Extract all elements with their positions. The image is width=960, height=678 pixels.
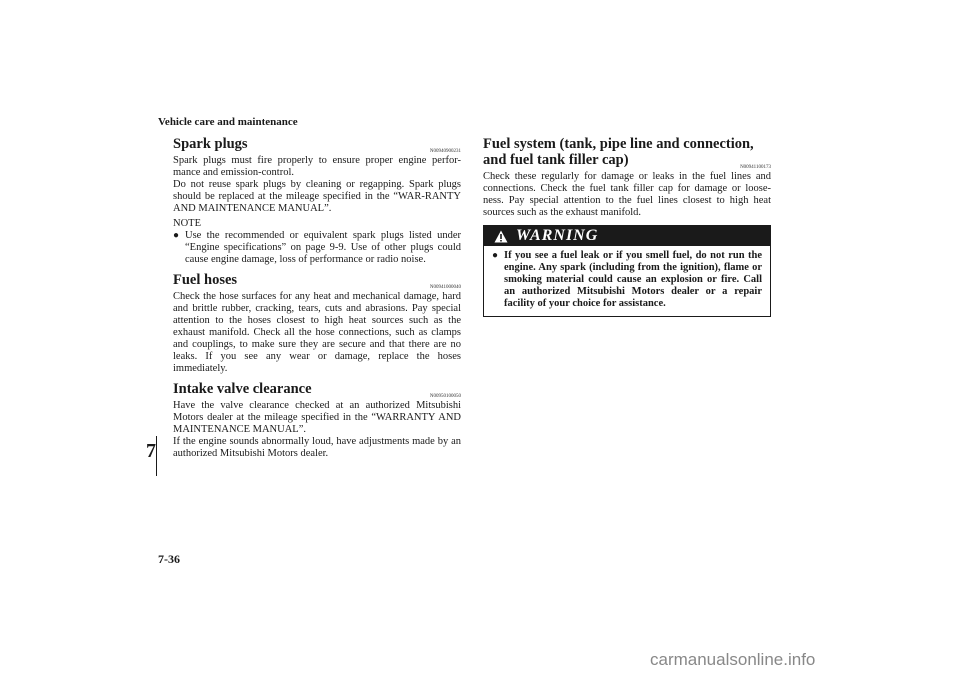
note-text: Use the recommended or equivalent spark plugs listed under “Engine specifications” on page 9-9. Use of other plugs could cause engine damage, loss of performance or radio noise.: [185, 230, 461, 265]
fuel-hoses-para1: Check the hose surfaces for any heat and mechanical damage, hard and brittle rubber, cracking, tears, cuts and abrasions. Pay special attention to the hoses closest to high heat sources such as the exhaust manifold. Check all the hose connections, such as clamps and couplings, to make sure they are secure and that there are no leaks. If you see any wear or damage, replace the hoses immediately.: [173, 291, 461, 374]
fuel-hoses-code: N00941000040: [429, 285, 461, 290]
note-item: [173, 230, 461, 266]
intake-valve-section: [173, 381, 461, 460]
bullet-icon: ●: [492, 250, 499, 261]
left-column: [173, 136, 461, 466]
page-header: Vehicle care and maintenance: [158, 116, 298, 128]
intake-valve-para1: Have the valve clearance checked at an authorized Mitsubishi Motors dealer at the mileage specified in the “WARRANTY AND MAINTENANCE MANUAL”.: [173, 400, 461, 435]
fuel-system-section: [483, 136, 771, 219]
spark-plugs-para1: Spark plugs must fire properly to ensure proper engine perfor-mance and emission-control.: [173, 155, 461, 178]
page-number: 7-36: [158, 552, 180, 566]
warning-text: If you see a fuel leak or if you smell fuel, do not run the engine. Any spark (including from the ignition), flame or smoking material could cause an explosion or fire. Call an authorized Mitsubishi Motors dealer or a repair facility of your choice for assistance.: [504, 250, 762, 309]
warning-label: WARNING: [516, 227, 599, 244]
intake-valve-para2: If the engine sounds abnormally loud, have adjustments made by an authorized Mitsubishi Motors dealer.: [173, 436, 461, 459]
spark-plugs-section: [173, 136, 461, 266]
fuel-hoses-section: [173, 272, 461, 375]
fuel-system-heading: Fuel system (tank, pipe line and connection, and fuel tank filler cap): [483, 136, 754, 168]
watermark: carmanualsonline.info: [650, 650, 816, 669]
bullet-icon: ●: [173, 230, 180, 241]
right-column: [483, 136, 771, 317]
spark-plugs-code: N00940900231: [429, 149, 461, 154]
chapter-number: 7: [146, 440, 156, 462]
intake-valve-heading: Intake valve clearance: [173, 381, 312, 397]
fuel-system-code: N00941100173: [740, 165, 771, 170]
intake-valve-code: N00950100050: [429, 394, 461, 399]
warning-box: [483, 225, 771, 317]
spark-plugs-heading: Spark plugs: [173, 136, 248, 152]
warning-body: [484, 246, 770, 316]
fuel-system-para1: Check these regularly for damage or leaks in the fuel lines and connections. Check the fuel tank filler cap for damage or loose-ness. Pay special attention to the fuel lines closest to high heat sources such as the exhaust manifold.: [483, 171, 771, 218]
warning-title-bar: [484, 226, 770, 246]
note-label: NOTE: [173, 218, 201, 229]
warning-triangle-icon: [494, 230, 508, 243]
spark-plugs-para2: Do not reuse spark plugs by cleaning or regapping. Spark plugs should be replaced at the mileage specified in the “WAR-RANTY AND MAINTENANCE MANUAL”.: [173, 179, 461, 214]
fuel-hoses-heading: Fuel hoses: [173, 272, 238, 288]
